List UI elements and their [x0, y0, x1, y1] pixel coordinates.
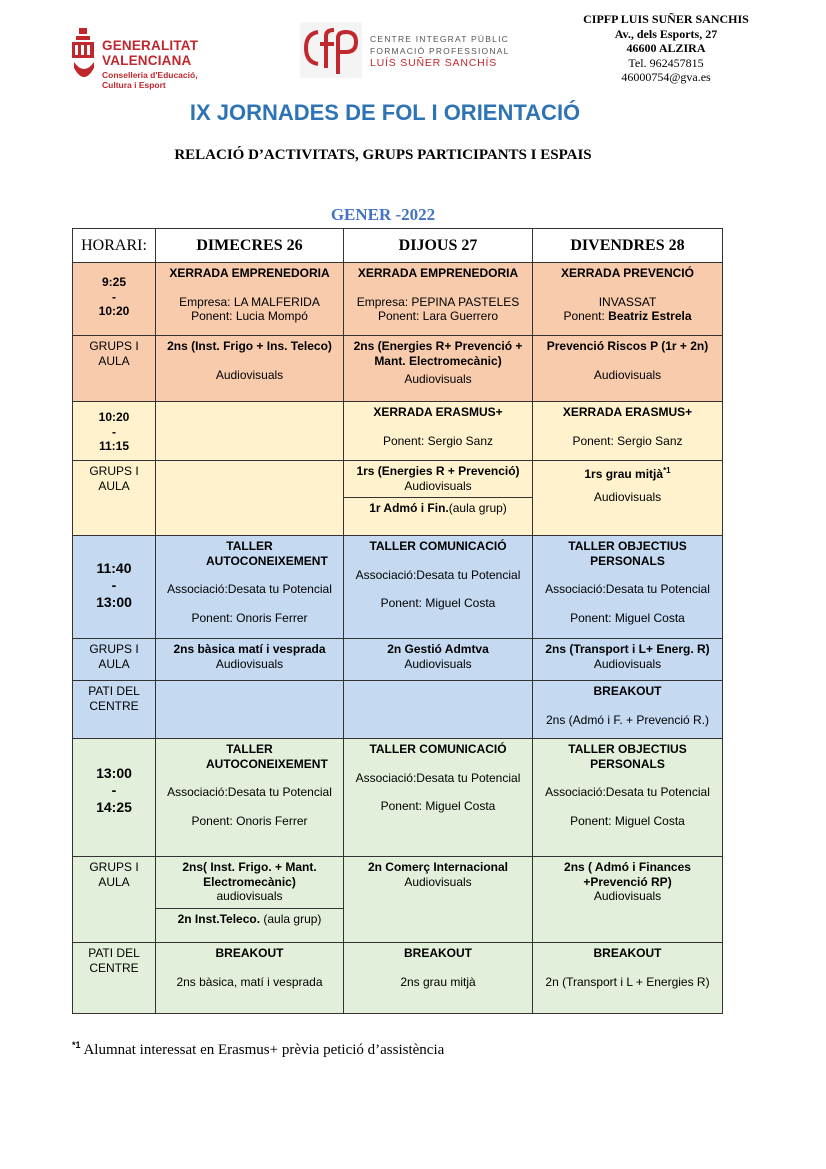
- gv-sub-line1: Conselleria d'Educació,: [102, 70, 198, 80]
- row-label-cell: [73, 639, 156, 681]
- activity-title: TALLER COMUNICACIÓ: [369, 539, 507, 553]
- activity-groups: 2ns (Admó i F. + Prevenció R.): [545, 712, 710, 727]
- activity-cell: [344, 681, 533, 739]
- activity-cell: [533, 943, 723, 1014]
- activity-title: BREAKOUT: [215, 946, 284, 960]
- activity-association: Associació:Desata tu Potencial: [355, 567, 521, 582]
- activity-speaker: Ponent: Miguel Costa: [570, 610, 685, 625]
- room-name: Audiovisuals: [593, 489, 662, 504]
- row-label-line1: GRUPS I: [89, 464, 139, 478]
- group2-room: (aula grup): [448, 501, 507, 515]
- time-dash: -: [111, 782, 117, 798]
- activity-speaker: [533, 309, 722, 324]
- row-label-line2: AULA: [98, 656, 130, 671]
- activity-cell: [533, 402, 723, 461]
- group-name: 2n Comerç Internacional: [367, 860, 509, 874]
- activity-title: XERRADA ERASMUS+: [562, 405, 693, 419]
- activity-speaker: Ponent: Lucia Mompó: [191, 309, 308, 323]
- room-name: Audiovisuals: [215, 656, 284, 671]
- activity-cell: [533, 681, 723, 739]
- group-cell: [533, 639, 723, 681]
- generalitat-emblem-icon: [70, 28, 98, 88]
- room-name: Audiovisuals: [404, 372, 472, 386]
- room-name: Audiovisuals: [215, 367, 284, 382]
- address-street: Av., dels Esports, 27: [614, 26, 718, 41]
- activity-speaker: Ponent: Lara Guerrero: [377, 309, 499, 323]
- group-secondary: [344, 497, 532, 516]
- activity-cell: [156, 681, 344, 739]
- footnote-mark: *1: [72, 1040, 81, 1050]
- time-start: 10:20: [98, 410, 130, 424]
- table-row: [73, 461, 723, 536]
- activity-cell: [156, 263, 344, 336]
- group-cell: [344, 857, 533, 943]
- page-subtitle: RELACIÓ D’ACTIVITATS, GRUPS PARTICIPANTS I ESPAIS: [174, 147, 592, 163]
- page-title: IX JORNADES DE FOL I ORIENTACIÓ: [189, 100, 581, 125]
- group-cell: [344, 336, 533, 402]
- group-name: 2ns (Energies R+ Prevenció + Mant. Electromecànic): [353, 339, 523, 368]
- column-header-horari: HORARI:: [73, 229, 156, 263]
- activity-association: Associació:Desata tu Potencial: [355, 770, 521, 785]
- activity-association: Associació:Desata tu Potencial: [545, 785, 710, 799]
- time-dash: -: [112, 289, 116, 304]
- time-start: 9:25: [101, 275, 127, 289]
- cfp-line1: CENTRE INTEGRAT PÚBLIC: [370, 34, 509, 44]
- group2-room: (aula grup): [260, 911, 322, 926]
- time-start: 11:40: [96, 560, 132, 576]
- activity-groups: 2n (Transport i L + Energies R): [545, 974, 710, 989]
- time-end: 13:00: [96, 594, 132, 610]
- cfp-emblem-icon: [300, 22, 362, 78]
- address-email: 46000754@gva.es: [621, 70, 711, 84]
- activity-cell: [156, 536, 344, 639]
- activity-title: XERRADA PREVENCIÓ: [561, 266, 694, 280]
- row-label-line1: GRUPS I: [89, 339, 139, 353]
- row-label-cell: [73, 336, 156, 402]
- activity-title: TALLER OBJECTIUS PERSONALS: [568, 742, 687, 771]
- group-name: 2ns( Inst. Frigo. + Mant. Electromecànic): [182, 860, 317, 889]
- gv-name-line2: VALENCIANA: [102, 53, 192, 68]
- table-row: [73, 263, 723, 336]
- activity-speaker: Ponent: Sergio Sanz: [382, 433, 494, 448]
- activity-speaker: Ponent: Onoris Ferrer: [191, 610, 308, 625]
- conselleria-name: [102, 70, 198, 90]
- time-end: 11:15: [98, 439, 130, 453]
- group-cell: [533, 857, 723, 943]
- school-address: [576, 12, 756, 85]
- table-row: [73, 336, 723, 402]
- group2-name: 1r Admó i Fin.: [369, 501, 449, 515]
- activity-association: Associació:Desata tu Potencial: [545, 582, 710, 596]
- row-label-line2: AULA: [98, 874, 130, 889]
- activity-cell: [156, 943, 344, 1014]
- time-start: 13:00: [96, 765, 132, 781]
- activity-title: XERRADA ERASMUS+: [373, 405, 503, 419]
- room-name: audiovisuals: [216, 889, 283, 903]
- gv-sub-line2: Cultura i Esport: [102, 80, 166, 90]
- group-cell: [344, 639, 533, 681]
- room-name: Audiovisuals: [404, 478, 472, 493]
- row-label-line1: PATI DEL: [88, 684, 140, 698]
- schedule-table: [72, 228, 723, 1014]
- activity-speaker: Ponent: Miguel Costa: [570, 813, 685, 828]
- activity-cell: [533, 263, 723, 336]
- row-label-line2: CENTRE: [89, 960, 139, 975]
- group-cell: [156, 857, 344, 943]
- table-row: [73, 536, 723, 639]
- column-header-friday: DIVENDRES 28: [533, 229, 723, 263]
- row-label-line1: GRUPS I: [89, 642, 139, 656]
- row-label-line2: AULA: [98, 353, 130, 368]
- activity-company: Empresa: PEPINA PASTELES: [356, 294, 520, 309]
- row-label-line1: PATI DEL: [88, 946, 140, 960]
- table-row: [73, 681, 723, 739]
- address-city: 46600 ALZIRA: [626, 41, 706, 55]
- generalitat-logo: [70, 28, 210, 92]
- activity-title: TALLER COMUNICACIÓ: [369, 742, 507, 756]
- room-name: Audiovisuals: [404, 656, 472, 671]
- activity-groups: 2ns bàsica, matí i vesprada: [176, 974, 323, 989]
- activity-title: TALLER AUTOCONEIXEMENT: [206, 742, 328, 771]
- activity-cell: [533, 739, 723, 857]
- time-cell: [73, 739, 156, 857]
- activity-cell: [344, 943, 533, 1014]
- time-cell: [73, 536, 156, 639]
- group-name: 1rs (Energies R + Prevenció): [356, 464, 520, 478]
- group2-name: 2n Inst.Teleco.: [177, 911, 261, 926]
- group-name: 2ns (Transport i L+ Energ. R): [545, 642, 710, 656]
- room-name: Audiovisuals: [404, 874, 472, 889]
- activity-groups: 2ns grau mitjà: [400, 974, 476, 989]
- speaker-name: Beatriz Estrela: [608, 309, 692, 323]
- time-cell: [73, 402, 156, 461]
- group-name: 2ns ( Admó i Finances +Prevenció RP): [564, 860, 691, 889]
- row-label-line2: AULA: [98, 478, 130, 493]
- table-row: [73, 857, 723, 943]
- cipfp-logo: [300, 22, 510, 78]
- table-row: [73, 739, 723, 857]
- footnote-mark: *1: [663, 466, 671, 475]
- group-secondary: [156, 908, 343, 927]
- generalitat-name: [102, 38, 198, 68]
- group-name: 2ns (Inst. Frigo + Ins. Teleco): [167, 339, 332, 353]
- row-label-cell: [73, 681, 156, 739]
- time-dash: -: [111, 577, 117, 593]
- activity-cell: [156, 402, 344, 461]
- row-label-line1: GRUPS I: [89, 860, 139, 874]
- activity-speaker: Ponent: Onoris Ferrer: [191, 813, 308, 828]
- column-header-thursday: DIJOUS 27: [344, 229, 533, 263]
- group-name: 2ns bàsica matí i vesprada: [173, 642, 326, 656]
- activity-speaker: Ponent: Sergio Sanz: [572, 433, 683, 448]
- row-label-cell: [73, 461, 156, 536]
- time-cell: [73, 263, 156, 336]
- room-name: Audiovisuals: [593, 889, 662, 903]
- address-tel: Tel. 962457815: [628, 55, 704, 70]
- cfp-line2: FORMACIÓ PROFESSIONAL: [370, 46, 510, 56]
- address-name: CIPFP LUIS SUÑER SANCHIS: [583, 12, 749, 26]
- activity-title: XERRADA EMPRENEDORIA: [169, 266, 330, 280]
- activity-cell: [344, 402, 533, 461]
- activity-cell: [156, 739, 344, 857]
- group-cell: [533, 461, 723, 536]
- activity-association: Associació:Desata tu Potencial: [167, 582, 332, 596]
- month-label: GENER -2022: [330, 205, 436, 224]
- time-end: 14:25: [96, 799, 132, 815]
- group-name-wrap: [533, 464, 722, 482]
- group-cell: [344, 461, 533, 536]
- activity-title: BREAKOUT: [404, 946, 472, 960]
- activity-title: XERRADA EMPRENEDORIA: [357, 266, 519, 280]
- gv-name-line1: GENERALITAT: [102, 38, 199, 53]
- group-name: 1rs grau mitjà: [584, 467, 664, 481]
- row-label-cell: [73, 857, 156, 943]
- group-cell: [156, 639, 344, 681]
- activity-cell: [344, 263, 533, 336]
- table-row: [73, 943, 723, 1014]
- footnote-text: Alumnat interessat en Erasmus+ prèvia petició d’assistència: [80, 1042, 445, 1058]
- table-row: [73, 402, 723, 461]
- group-cell: [156, 461, 344, 536]
- row-label-cell: [73, 943, 156, 1014]
- activity-company: INVASSAT: [598, 294, 657, 309]
- activity-cell: [344, 739, 533, 857]
- activity-cell: [344, 536, 533, 639]
- group-cell: [533, 336, 723, 402]
- cfp-line3: LUÍS SUÑER SANCHÍS: [370, 57, 498, 69]
- activity-company: Empresa: LA MALFERIDA: [179, 294, 320, 309]
- group-name: 2n Gestió Admtva: [387, 642, 489, 656]
- activity-speaker: Ponent: Miguel Costa: [380, 799, 496, 813]
- group-cell: [156, 336, 344, 402]
- footnote: [72, 1040, 444, 1059]
- activity-speaker: Ponent: Miguel Costa: [380, 596, 496, 610]
- column-header-wednesday: DIMECRES 26: [156, 229, 344, 263]
- group-name: Prevenció Riscos P (1r + 2n): [546, 339, 709, 353]
- activity-title: TALLER OBJECTIUS PERSONALS: [568, 539, 687, 568]
- table-row: [73, 639, 723, 681]
- activity-cell: [533, 536, 723, 639]
- activity-association: Associació:Desata tu Potencial: [167, 785, 332, 799]
- activity-title: BREAKOUT: [593, 946, 662, 960]
- row-label-line2: CENTRE: [89, 698, 139, 713]
- speaker-prefix: Ponent:: [563, 309, 609, 323]
- activity-title: BREAKOUT: [593, 684, 662, 698]
- table-header-row: [73, 229, 723, 263]
- room-name: Audiovisuals: [593, 367, 662, 382]
- activity-title: TALLER AUTOCONEIXEMENT: [206, 539, 328, 568]
- room-name: Audiovisuals: [593, 656, 662, 671]
- time-end: 10:20: [98, 304, 130, 318]
- time-dash: -: [112, 424, 116, 439]
